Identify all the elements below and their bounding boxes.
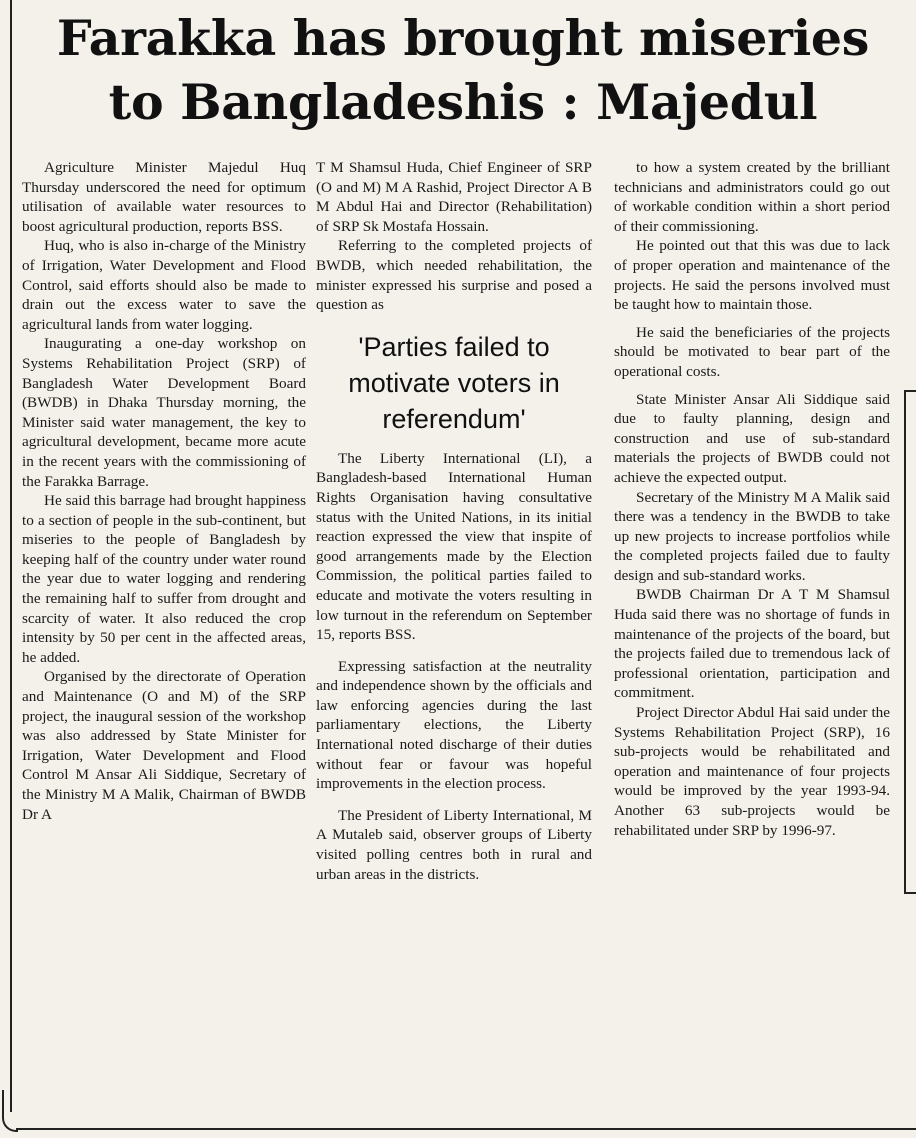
main-headline: [16, 6, 910, 134]
paragraph: He said this barrage had brought happiness to a section of people in the sub-continent, but miseries to the people of Bangladesh by keeping half of the country under water round the year due to water logging and rendering the remaining half to suffer from drought and scarcity of water. It also reduced the crop intensity by 50 per cent in the affected areas, he added.: [22, 492, 306, 666]
article-column-3: [614, 158, 890, 840]
paragraph: Project Director Abdul Hai said under the Systems Rehabilitation Project (SRP), 16 sub-projects would be rehabilitated and operation and maintenance of four projects would be improved by the year 1993-94. Another 63 sub-projects would be rehabilitated under SRP by 1996-97.: [614, 704, 890, 839]
paragraph: He said the beneficiaries of the projects should be motivated to bear part of the operational costs.: [614, 323, 890, 380]
paragraph: Referring to the completed projects of BWDB, which needed rehabilitation, the minister expressed his surprise and posed a question as: [316, 237, 592, 314]
left-border-rule: [10, 0, 12, 1112]
paragraph: Expressing satisfaction at the neutrality and independence shown by the officials and law enforcing agencies during the last parliamentary elections, the Liberty International noted discharge of their duties without fear or favour was hopeful improvements in the election process.: [316, 657, 592, 793]
right-border-bracket: [904, 390, 916, 894]
paragraph: He pointed out that this was due to lack of proper operation and maintenance of the projects. He said the persons involved must be taught how to maintain those.: [614, 237, 890, 314]
bottom-border-rule: [16, 1128, 916, 1130]
paragraph: Agriculture Minister Majedul Huq Thursday underscored the need for optimum utilisation of available water resources to boost agricultural production, reports BSS.: [22, 159, 306, 235]
paragraph: The President of Liberty International, M A Mutaleb said, observer groups of Liberty visited polling centres both in rural and urban areas in the districts.: [316, 806, 592, 883]
article-column-1: [22, 158, 306, 824]
paragraph: Secretary of the Ministry M A Malik said there was a tendency in the BWDB to take up new projects to increase portfolios while the completed projects failed due to faulty design and sub-standard works.: [614, 488, 890, 584]
left-border-curve: [2, 1090, 18, 1132]
article-column-2: [316, 158, 592, 884]
paragraph: Huq, who is also in-charge of the Ministry of Irrigation, Water Development and Flood Control, said efforts should also be made to drain out the excess water to save the agricultural lands from water logging.: [22, 237, 306, 333]
subarticle-headline: 'Parties failed to motivate voters in referendum': [348, 331, 560, 434]
paragraph: State Minister Ansar Ali Siddique said due to faulty planning, design and construction and use of sub-standard materials the projects of BWDB could not achieve the expected output.: [614, 390, 890, 486]
paragraph: to how a system created by the brilliant technicians and administrators could go out of workable condition within a short period of their commissioning.: [614, 159, 890, 235]
headline-line-1: Farakka has brought miseries: [56, 9, 870, 67]
paragraph: T M Shamsul Huda, Chief Engineer of SRP (O and M) M A Rashid, Project Director A B M Abdul Hai and Director (Rehabilitation) of SRP Sk Mostafa Hossain.: [316, 159, 592, 235]
paragraph: Organised by the directorate of Operation and Maintenance (O and M) of the SRP project, the inaugural session of the workshop was also addressed by State Minister for Irrigation, Water Development and Flood Control M Ansar Ali Siddique, Secretary of the Ministry M A Malik, Chairman of BWDB Dr A: [22, 668, 306, 823]
paragraph: BWDB Chairman Dr A T M Shamsul Huda said there was no shortage of funds in maintenance of the projects of the board, but the projects failed due to tremendous lack of professional orientation, participation and commitment.: [614, 586, 890, 702]
paragraph: The Liberty International (LI), a Bangladesh-based International Human Rights Organisation having consultative status with the United Nations, in its initial reaction expressed the view that inspite of good arrangements made by the Election Commission, the political parties failed to educate and motivate the voters resulting in low turnout in the referendum on September 15, reports BSS.: [316, 449, 592, 644]
paragraph: Inaugurating a one-day workshop on Systems Rehabilitation Project (SRP) of Bangladesh Water Development Board (BWDB) in Dhaka Thursday morning, the Minister said water management, the key to agricultural development, became more acute in the recent years with the commissioning of the Farakka Barrage.: [22, 335, 306, 490]
headline-line-2: to Bangladeshis : Majedul: [108, 73, 818, 131]
